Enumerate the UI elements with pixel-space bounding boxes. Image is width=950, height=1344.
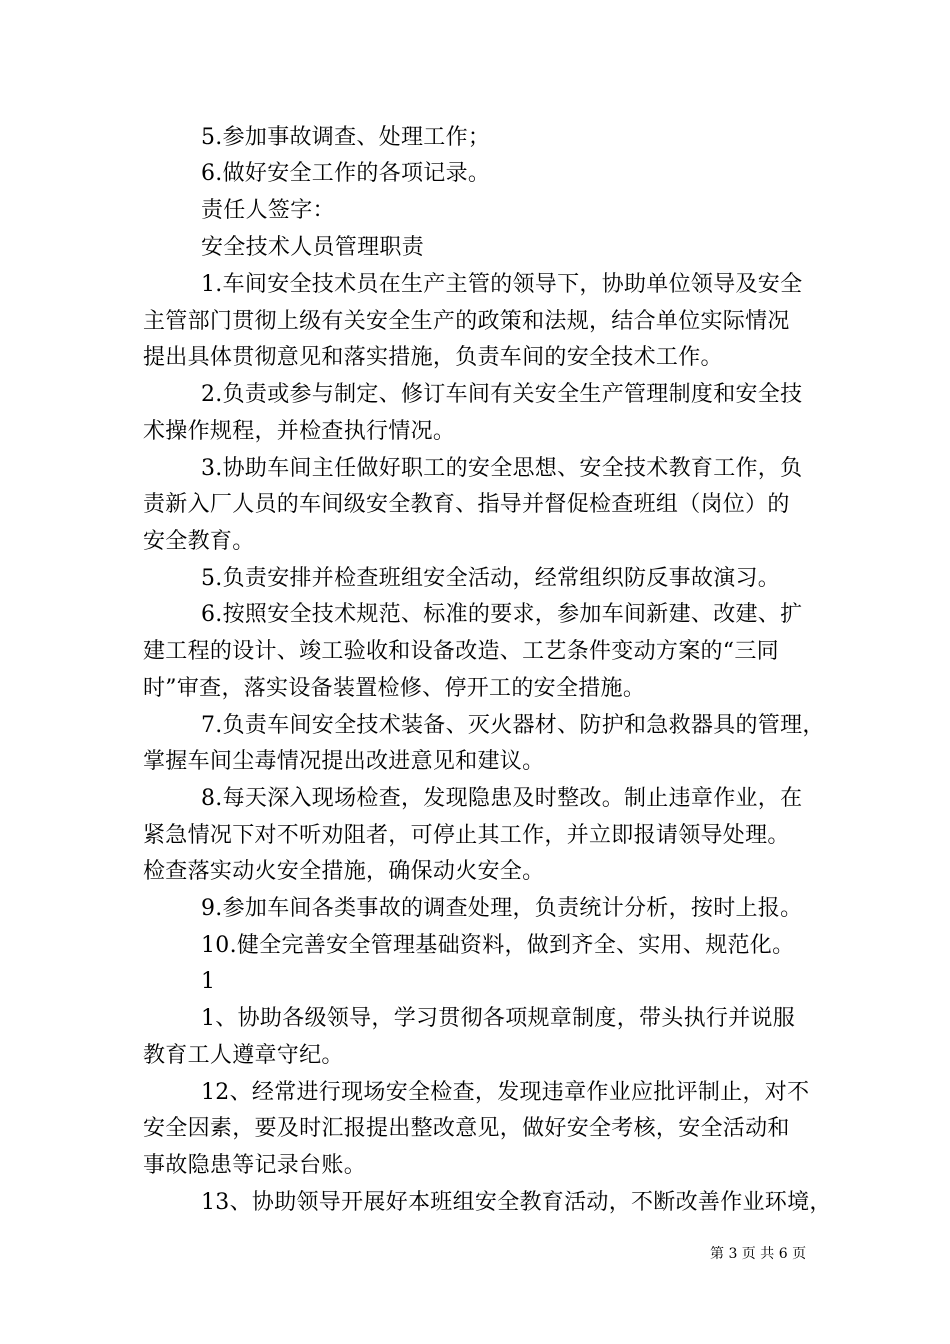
text-line: 5.负责安排并检查班组安全活动，经常组织防反事故演习。 bbox=[201, 566, 781, 591]
text-line: 12、经常进行现场安全检查，发现违章作业应批评制止，对不 bbox=[201, 1080, 810, 1105]
text-line: 责任人签字： bbox=[201, 198, 335, 223]
section-heading: 安全技术人员管理职责 bbox=[201, 235, 425, 260]
text-line: 1.车间安全技术员在生产主管的领导下，协助单位领导及安全 bbox=[201, 272, 803, 297]
text-line: 9.参加车间各类事故的调查处理，负责统计分析，按时上报。 bbox=[201, 896, 803, 921]
text-line: 7.负责车间安全技术装备、灭火器材、防护和急救器具的管理， bbox=[201, 713, 825, 738]
text-line: 6.做好安全工作的各项记录。 bbox=[201, 161, 491, 186]
text-line: 安全因素，要及时汇报提出整改意见，做好安全考核，安全活动和 bbox=[143, 1116, 790, 1141]
text-line: 安全教育。 bbox=[143, 529, 255, 554]
text-line: 5.参加事故调查、处理工作； bbox=[201, 125, 491, 150]
text-line: 建工程的设计、竣工验收和设备改造、工艺条件变动方案的“三同 bbox=[143, 639, 779, 664]
text-line: 术操作规程，并检查执行情况。 bbox=[143, 419, 456, 444]
text-line: 掌握车间尘毒情况提出改进意见和建议。 bbox=[143, 749, 545, 774]
text-line: 教育工人遵章守纪。 bbox=[143, 1043, 344, 1068]
text-line: 主管部门贯彻上级有关安全生产的政策和法规，结合单位实际情况 bbox=[143, 309, 790, 334]
text-line: 检查落实动火安全措施，确保动火安全。 bbox=[143, 859, 545, 884]
text-line: 6.按照安全技术规范、标准的要求，参加车间新建、改建、扩 bbox=[201, 602, 803, 627]
text-line: 10.健全完善安全管理基础资料，做到齐全、实用、规范化。 bbox=[201, 933, 795, 958]
text-line: 2.负责或参与制定、修订车间有关安全生产管理制度和安全技 bbox=[201, 382, 803, 407]
text-line: 1 bbox=[201, 969, 216, 994]
text-line: 1、协助各级领导，学习贯彻各项规章制度，带头执行并说服 bbox=[201, 1006, 796, 1031]
text-line: 提出具体贯彻意见和落实措施，负责车间的安全技术工作。 bbox=[143, 345, 723, 370]
text-line: 事故隐患等记录台账。 bbox=[143, 1153, 367, 1178]
page-number-footer: 第 3 页 共 6 页 bbox=[710, 1246, 807, 1262]
text-line: 3.协助车间主任做好职工的安全思想、安全技术教育工作，负 bbox=[201, 456, 803, 481]
text-line: 责新入厂人员的车间级安全教育、指导并督促检查班组（岗位）的 bbox=[143, 492, 790, 517]
text-line: 13、协助领导开展好本班组安全教育活动，不断改善作业环境， bbox=[201, 1190, 832, 1215]
text-line: 时”审查，落实设备装置检修、停开工的安全措施。 bbox=[143, 676, 646, 701]
text-line: 8.每天深入现场检查，发现隐患及时整改。制止违章作业，在 bbox=[201, 786, 803, 811]
text-line: 紧急情况下对不听劝阻者，可停止其工作，并立即报请领导处理。 bbox=[143, 823, 790, 848]
